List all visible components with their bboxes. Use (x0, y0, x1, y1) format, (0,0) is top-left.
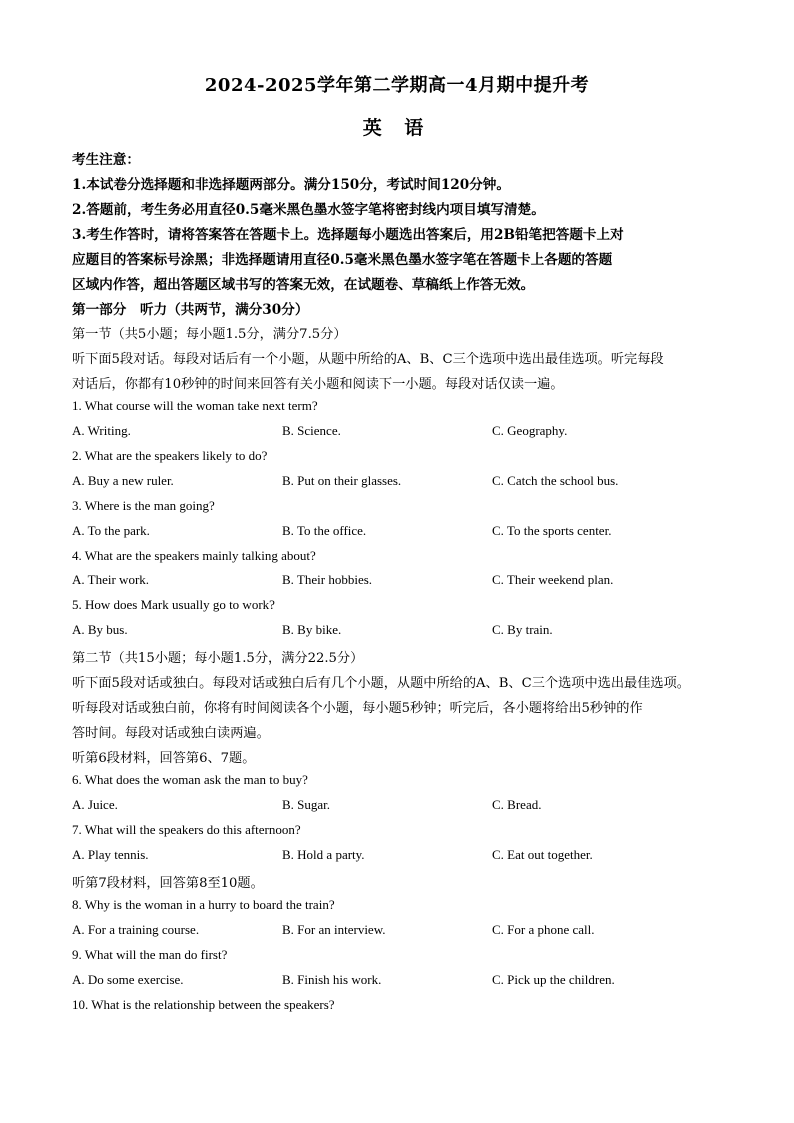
option-a: A. By bus. (72, 622, 128, 637)
option-c: C. To the sports center. (492, 523, 612, 538)
option-c: C. Geography. (492, 423, 568, 438)
option-b: B. Sugar. (282, 797, 331, 812)
question-stem: 8. Why is the woman in a hurry to board the train? (72, 897, 335, 912)
question-stem: 2. What are the speakers likely to do? (72, 448, 268, 463)
notice-heading: 考生注意： (72, 152, 140, 168)
notice-item-1: 1.本试卷分选择题和非选择题两部分。满分150分，考试时间120分钟。 (72, 177, 510, 193)
notice-item-3-cont2: 区域内作答，超出答题区域书写的答案无效，在试题卷、草稿纸上作答无效。 (72, 277, 535, 293)
section2-instructions-3: 答时间。每段对话或独白读两遍。 (72, 726, 270, 741)
option-c: C. For a phone call. (492, 922, 595, 937)
option-a: A. For a training course. (72, 922, 200, 937)
material-6-note: 听第6段材料，回答第6、7题。 (72, 751, 256, 766)
option-b: B. For an interview. (282, 922, 386, 937)
option-b: B. Hold a party. (282, 847, 365, 862)
option-b: B. By bike. (282, 622, 342, 637)
section2-heading: 第二节（共15小题；每小题1.5分，满分22.5分） (72, 651, 364, 666)
question-stem: 1. What course will the woman take next term? (72, 398, 318, 413)
notice-item-2: 2.答题前，考生务必用直径0.5毫米黑色墨水签字笔将密封线内项目填写清楚。 (72, 202, 545, 218)
option-b: B. Science. (282, 423, 341, 438)
section2-instructions-1: 听下面5段对话或独白。每段对话或独白后有几个小题，从题中所给的A、B、C三个选项中选出最佳选项。 (72, 676, 690, 691)
option-b: B. Their hobbies. (282, 572, 373, 587)
option-b: B. To the office. (282, 523, 367, 538)
option-c: C. Pick up the children. (492, 972, 615, 987)
question-stem: 9. What will the man do first? (72, 947, 228, 962)
exam-title: 2024-2025学年第二学期高一4月期中提升考 (204, 75, 590, 96)
part1-heading: 第一部分 听力（共两节，满分30分） (72, 302, 309, 318)
option-a: A. Writing. (72, 423, 131, 438)
option-c: C. By train. (492, 622, 553, 637)
option-c: C. Catch the school bus. (492, 473, 619, 488)
question-stem: 3. Where is the man going? (72, 498, 215, 513)
section1-heading: 第一节（共5小题；每小题1.5分，满分7.5分） (72, 327, 347, 342)
option-a: A. To the park. (72, 523, 150, 538)
section1-instructions-2: 对话后，你都有10秒钟的时间来回答有关小题和阅读下一小题。每段对话仅读一遍。 (72, 377, 564, 392)
option-a: A. Play tennis. (72, 847, 149, 862)
question-stem: 10. What is the relationship between the speakers? (72, 997, 335, 1012)
option-b: B. Put on their glasses. (282, 473, 402, 488)
question-stem: 5. How does Mark usually go to work? (72, 597, 275, 612)
option-a: A. Juice. (72, 797, 118, 812)
option-c: C. Bread. (492, 797, 542, 812)
section1-instructions-1: 听下面5段对话。每段对话后有一个小题，从题中所给的A、B、C三个选项中选出最佳选项。听完每段 (72, 352, 664, 367)
option-c: C. Their weekend plan. (492, 572, 614, 587)
option-a: A. Buy a new ruler. (72, 473, 174, 488)
option-c: C. Eat out together. (492, 847, 593, 862)
subject-title: 英 语 (362, 117, 432, 139)
notice-item-3: 3.考生作答时，请将答案答在答题卡上。选择题每小题选出答案后，用2B铅笔把答题卡上对 (72, 227, 624, 243)
question-stem: 4. What are the speakers mainly talking about? (72, 548, 316, 563)
notice-item-3-cont: 应题目的答案标号涂黑；非选择题请用直径0.5毫米黑色墨水签字笔在答题卡上各题的答题 (72, 252, 613, 268)
option-a: A. Their work. (72, 572, 150, 587)
option-b: B. Finish his work. (282, 972, 382, 987)
option-a: A. Do some exercise. (72, 972, 184, 987)
question-stem: 7. What will the speakers do this afternoon? (72, 822, 301, 837)
material-7-note: 听第7段材料，回答第8至10题。 (72, 876, 264, 891)
section2-instructions-2: 听每段对话或独白前，你将有时间阅读各个小题，每小题5秒钟；听完后，各小题将给出5秒钟的作 (72, 701, 643, 716)
question-stem: 6. What does the woman ask the man to buy? (72, 772, 308, 787)
